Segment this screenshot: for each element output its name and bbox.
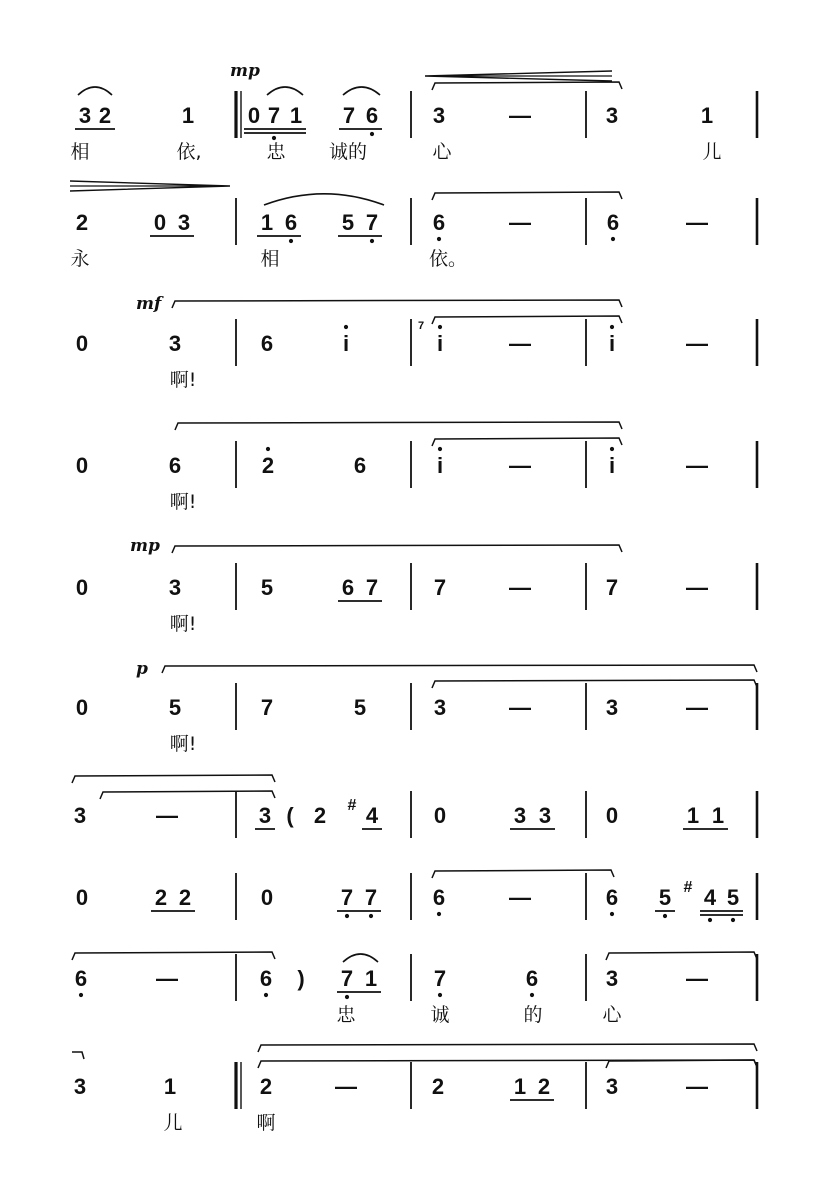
jianpu-note: 6 [365,103,379,128]
lyric-syllable: 相 [260,248,280,270]
octave-dot-below [437,912,441,916]
octave-dot-below [289,239,293,243]
slur-arc [267,87,303,95]
jianpu-note: i [608,453,616,478]
octave-dot-above [266,447,270,451]
lyric-syllable: 相 [70,141,90,163]
jianpu-note: 7 [340,966,354,991]
octave-dot-below [272,136,276,140]
tie-bracket [172,545,622,553]
dynamic-marking: p [136,659,148,679]
jianpu-note: ) [297,966,305,991]
octave-dot-below [345,995,349,999]
jianpu-note: 3 [78,103,92,128]
dynamic-marking: mp [130,536,160,556]
jianpu-note: 5 [341,210,355,235]
jianpu-note: 6 [525,966,539,991]
jianpu-note: 3 [605,103,619,128]
tie-bracket [100,791,275,799]
dash-sustain: — [686,966,708,991]
grace-note: 7 [417,320,425,332]
jianpu-note: 1 [163,1074,177,1099]
octave-dot-above [438,447,442,451]
jianpu-note: 6 [74,966,88,991]
octave-dot-below [610,912,614,916]
jianpu-note: 0 [75,695,89,720]
octave-dot-below [731,918,735,922]
lyric-syllable: 的 [523,1004,543,1026]
jianpu-note: 7 [267,103,281,128]
jianpu-note: 2 [313,803,327,828]
jianpu-note: 2 [154,885,168,910]
jianpu-note: ( [286,803,294,828]
jianpu-note: 3 [432,103,446,128]
jianpu-note: 2 [261,453,275,478]
dash-sustain: — [509,575,531,600]
dash-sustain: — [509,885,531,910]
jianpu-note: 5 [658,885,672,910]
octave-dot-below [370,239,374,243]
jianpu-note: 1 [289,103,303,128]
lyric-syllable: 啊 [256,1112,276,1134]
dash-sustain: — [156,966,178,991]
jianpu-note: 0 [75,331,89,356]
dash-sustain: — [686,1074,708,1099]
jianpu-note: 6 [168,453,182,478]
jianpu-note: 7 [433,966,447,991]
jianpu-note: 3 [433,695,447,720]
lyric-syllable: 诚的 [328,141,368,163]
lyric-syllable: 依。 [428,248,468,270]
slur-arc [343,954,378,962]
octave-dot-below [708,918,712,922]
jianpu-note: 0 [247,103,261,128]
jianpu-note: 1 [711,803,725,828]
sharp-sign: # [683,879,693,896]
jianpu-note: 6 [605,885,619,910]
lyric-syllable: 依, [176,141,202,163]
octave-dot-below [369,914,373,918]
lyric-syllable: 永 [70,248,90,270]
jianpu-note: 1 [700,103,714,128]
lyric-syllable: 忠 [266,141,286,163]
octave-dot-below [611,237,615,241]
lyric-syllable: 儿 [163,1112,183,1134]
lyric-syllable: 忠 [336,1004,356,1026]
tie-bracket [606,1060,757,1068]
jianpu-note: 0 [605,803,619,828]
jianpu-note: 6 [432,210,446,235]
jianpu-note: 5 [260,575,274,600]
octave-dot-below [438,993,442,997]
octave-dot-above [344,325,348,329]
octave-dot-below [530,993,534,997]
octave-dot-below [345,914,349,918]
jianpu-note: 0 [75,453,89,478]
jianpu-note: 4 [703,885,717,910]
tie-bracket [606,952,757,960]
lyric-syllable: 啊! [169,613,197,635]
jianpu-note: 3 [168,575,182,600]
jianpu-note: 6 [606,210,620,235]
octave-dot-above [610,447,614,451]
jianpu-note: 3 [605,966,619,991]
jianpu-note: 0 [75,575,89,600]
jianpu-note: i [436,331,444,356]
jianpu-note: 6 [341,575,355,600]
jianpu-note: 6 [284,210,298,235]
jianpu-note: 1 [513,1074,527,1099]
octave-dot-below [79,993,83,997]
tie-end [72,1052,84,1059]
dash-sustain: — [686,331,708,356]
sharp-sign: # [347,797,357,814]
jianpu-note: 5 [168,695,182,720]
jianpu-note: 3 [605,1074,619,1099]
dash-sustain: — [686,453,708,478]
tie-bracket [172,300,622,308]
tie-bracket [258,1044,757,1052]
octave-dot-below [437,237,441,241]
jianpu-note: 3 [73,803,87,828]
jianpu-note: 2 [537,1074,551,1099]
dash-sustain: — [335,1074,357,1099]
lyric-syllable: 心 [432,141,452,163]
octave-dot-above [610,325,614,329]
jianpu-note: i [436,453,444,478]
dynamic-marking: mf [136,294,162,314]
jianpu-note: 7 [365,210,379,235]
jianpu-note: 1 [181,103,195,128]
jianpu-note: 3 [258,803,272,828]
jianpu-note: 2 [75,210,89,235]
jianpu-note: 7 [605,575,619,600]
octave-dot-below [370,132,374,136]
lyric-syllable: 诚 [430,1004,450,1026]
lyric-syllable: 心 [602,1004,622,1026]
jianpu-note: 2 [259,1074,273,1099]
jianpu-note: 7 [342,103,356,128]
jianpu-note: 7 [365,575,379,600]
dash-sustain: — [156,803,178,828]
octave-dot-below [663,914,667,918]
jianpu-note: 2 [98,103,112,128]
dash-sustain: — [509,453,531,478]
slur-arc [78,87,112,95]
dash-sustain: — [686,575,708,600]
tie-bracket [162,665,757,673]
dynamic-marking: mp [230,61,260,81]
tie-bracket [175,422,622,430]
tie-bracket [432,438,622,446]
dash-sustain: — [686,210,708,235]
tie-bracket [72,775,275,783]
jianpu-note: i [608,331,616,356]
jianpu-note: 6 [432,885,446,910]
dash-sustain: — [686,695,708,720]
jianpu-note: 5 [726,885,740,910]
jianpu-note: 0 [260,885,274,910]
octave-dot-above [438,325,442,329]
dash-sustain: — [509,331,531,356]
jianpu-note: 2 [178,885,192,910]
jianpu-note: 6 [259,966,273,991]
jianpu-note: 0 [75,885,89,910]
tie-bracket [432,192,622,200]
jianpu-note: 3 [513,803,527,828]
jianpu-note: 3 [168,331,182,356]
lyric-syllable: 啊! [169,491,197,513]
octave-dot-below [264,993,268,997]
lyric-syllable: 啊! [169,733,197,755]
jianpu-note: 6 [260,331,274,356]
jianpu-note: 0 [153,210,167,235]
jianpu-note: 1 [364,966,378,991]
jianpu-note: 2 [431,1074,445,1099]
jianpu-note: 7 [340,885,354,910]
jianpu-note: 3 [605,695,619,720]
tie-bracket [432,82,622,90]
jianpu-note: 5 [353,695,367,720]
jianpu-note: 0 [433,803,447,828]
dash-sustain: — [509,210,531,235]
jianpu-note: 6 [353,453,367,478]
jianpu-note: 4 [365,803,379,828]
jianpu-note: 3 [73,1074,87,1099]
slur-arc [264,194,384,205]
tie-bracket [72,952,275,960]
jianpu-note: 1 [686,803,700,828]
jianpu-note: 3 [538,803,552,828]
tie-bracket [432,680,757,688]
tie-bracket [432,316,622,324]
jianpu-note: 7 [364,885,378,910]
dash-sustain: — [509,695,531,720]
jianpu-note: i [342,331,350,356]
jianpu-note: 7 [260,695,274,720]
jianpu-note: 1 [260,210,274,235]
jianpu-note: 3 [177,210,191,235]
lyric-syllable: 儿 [702,141,722,163]
slur-arc [343,87,380,95]
jianpu-note: 7 [433,575,447,600]
dash-sustain: — [509,103,531,128]
lyric-syllable: 啊! [169,369,197,391]
